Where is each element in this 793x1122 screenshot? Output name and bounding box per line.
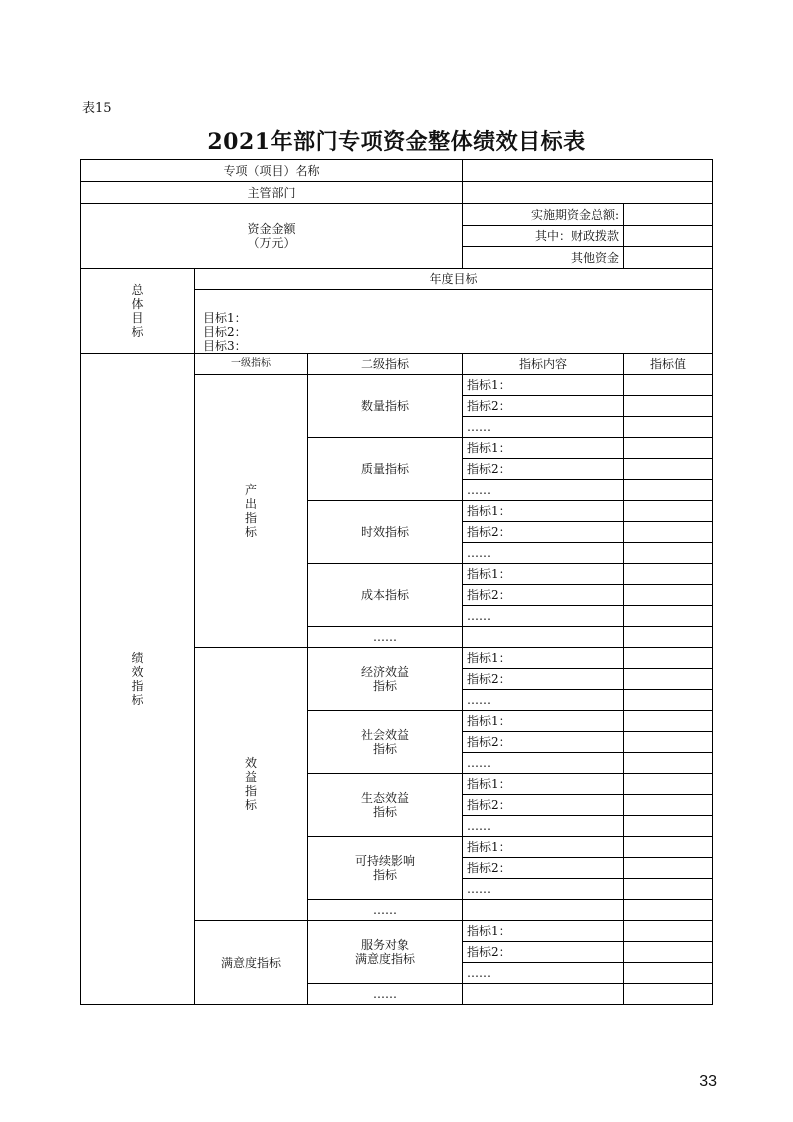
indicator-value[interactable] [624, 879, 713, 900]
output-indicators-label: 产 出 指 标 [195, 375, 308, 648]
indicator-1: 指标1： [463, 837, 624, 858]
output-other-ellipsis: …… [308, 627, 463, 648]
performance-indicators-label: 绩 效 指 标 [81, 354, 195, 1005]
social-benefit-label: 社会效益 指标 [308, 711, 463, 774]
indicator-value[interactable] [624, 627, 713, 648]
indicator-2: 指标2： [463, 522, 624, 543]
indicator-ellipsis: …… [463, 543, 624, 564]
page-number: 33 [699, 1073, 717, 1090]
indicator-value[interactable] [624, 984, 713, 1005]
indicator-ellipsis: …… [463, 480, 624, 501]
funds-amount-unit: （万元） [247, 236, 296, 250]
indicator-2: 指标2： [463, 669, 624, 690]
indicator-2: 指标2： [463, 795, 624, 816]
indicator-2: 指标2： [463, 732, 624, 753]
indicator-ellipsis: …… [463, 963, 624, 984]
indicator-ellipsis: …… [463, 816, 624, 837]
indicator-value[interactable] [624, 501, 713, 522]
service-satisfaction-label: 服务对象 满意度指标 [308, 921, 463, 984]
indicator-1: 指标1： [463, 921, 624, 942]
indicator-value[interactable] [624, 711, 713, 732]
department-value[interactable] [463, 182, 713, 204]
indicator-1: 指标1： [463, 711, 624, 732]
cost-indicator-label: 成本指标 [308, 564, 463, 627]
indicator-value[interactable] [624, 774, 713, 795]
fiscal-funds-label: 其中：财政拨款 [463, 226, 624, 247]
indicator-value[interactable] [624, 396, 713, 417]
indicator-value[interactable] [624, 564, 713, 585]
indicator-value[interactable] [624, 459, 713, 480]
quantity-indicator-label: 数量指标 [308, 375, 463, 438]
quality-indicator-label: 质量指标 [308, 438, 463, 501]
project-name-value[interactable] [463, 160, 713, 182]
project-name-label: 专项（项目）名称 [81, 160, 463, 182]
indicator-value[interactable] [624, 522, 713, 543]
goal-2: 目标2： [203, 325, 247, 339]
indicator-2: 指标2： [463, 585, 624, 606]
indicator-content[interactable] [463, 900, 624, 921]
indicator-value[interactable] [624, 375, 713, 396]
other-funds-label: 其他资金 [463, 247, 624, 269]
performance-target-table [80, 159, 713, 1005]
indicator-value[interactable] [624, 795, 713, 816]
indicator-value[interactable] [624, 837, 713, 858]
indicator-content[interactable] [463, 627, 624, 648]
indicator-2: 指标2： [463, 858, 624, 879]
page-title: 2021年部门专项资金整体绩效目标表 [207, 129, 586, 155]
indicator-2: 指标2： [463, 942, 624, 963]
indicator-value[interactable] [624, 858, 713, 879]
indicator-value[interactable] [624, 648, 713, 669]
ecological-benefit-label: 生态效益 指标 [308, 774, 463, 837]
annual-goals-header: 年度目标 [195, 269, 713, 290]
indicator-ellipsis: …… [463, 753, 624, 774]
indicator-value[interactable] [624, 438, 713, 459]
department-label: 主管部门 [81, 182, 463, 204]
level1-header: 一级指标 [195, 354, 308, 375]
content-header: 指标内容 [463, 354, 624, 375]
satisfaction-other-ellipsis: …… [308, 984, 463, 1005]
indicator-ellipsis: …… [463, 417, 624, 438]
indicator-1: 指标1： [463, 648, 624, 669]
satisfaction-indicators-label: 满意度指标 [195, 921, 308, 1005]
indicator-1: 指标1： [463, 774, 624, 795]
indicator-value[interactable] [624, 669, 713, 690]
funds-amount-label [81, 204, 463, 269]
indicator-2: 指标2： [463, 459, 624, 480]
sustainable-impact-label: 可持续影响 指标 [308, 837, 463, 900]
indicator-ellipsis: …… [463, 690, 624, 711]
benefit-indicators-label: 效 益 指 标 [195, 648, 308, 921]
funds-amount-title: 资金金额 [247, 222, 296, 236]
timeliness-indicator-label: 时效指标 [308, 501, 463, 564]
indicator-2: 指标2： [463, 396, 624, 417]
total-funds-value[interactable] [624, 204, 713, 226]
benefit-other-ellipsis: …… [308, 900, 463, 921]
indicator-value[interactable] [624, 816, 713, 837]
indicator-value[interactable] [624, 543, 713, 564]
indicator-ellipsis: …… [463, 879, 624, 900]
indicator-value[interactable] [624, 690, 713, 711]
indicator-1: 指标1： [463, 375, 624, 396]
goal-1: 目标1： [203, 311, 247, 325]
level2-header: 二级指标 [308, 354, 463, 375]
indicator-value[interactable] [624, 585, 713, 606]
indicator-value[interactable] [624, 900, 713, 921]
fiscal-funds-value[interactable] [624, 226, 713, 247]
indicator-value[interactable] [624, 942, 713, 963]
indicator-value[interactable] [624, 417, 713, 438]
indicator-value[interactable] [624, 606, 713, 627]
indicator-value[interactable] [624, 963, 713, 984]
indicator-value[interactable] [624, 921, 713, 942]
goals-content[interactable] [195, 290, 713, 354]
table-number-label: 表15 [82, 101, 112, 116]
economic-benefit-label: 经济效益 指标 [308, 648, 463, 711]
indicator-value[interactable] [624, 480, 713, 501]
overall-goals-label: 总 体 目 标 [81, 269, 195, 354]
value-header: 指标值 [624, 354, 713, 375]
indicator-content[interactable] [463, 984, 624, 1005]
indicator-1: 指标1： [463, 564, 624, 585]
indicator-ellipsis: …… [463, 606, 624, 627]
indicator-1: 指标1： [463, 501, 624, 522]
indicator-1: 指标1： [463, 438, 624, 459]
other-funds-value[interactable] [624, 247, 713, 269]
goal-3: 目标3： [203, 339, 247, 353]
indicator-value[interactable] [624, 732, 713, 753]
total-funds-label: 实施期资金总额: [463, 204, 624, 226]
indicator-value[interactable] [624, 753, 713, 774]
